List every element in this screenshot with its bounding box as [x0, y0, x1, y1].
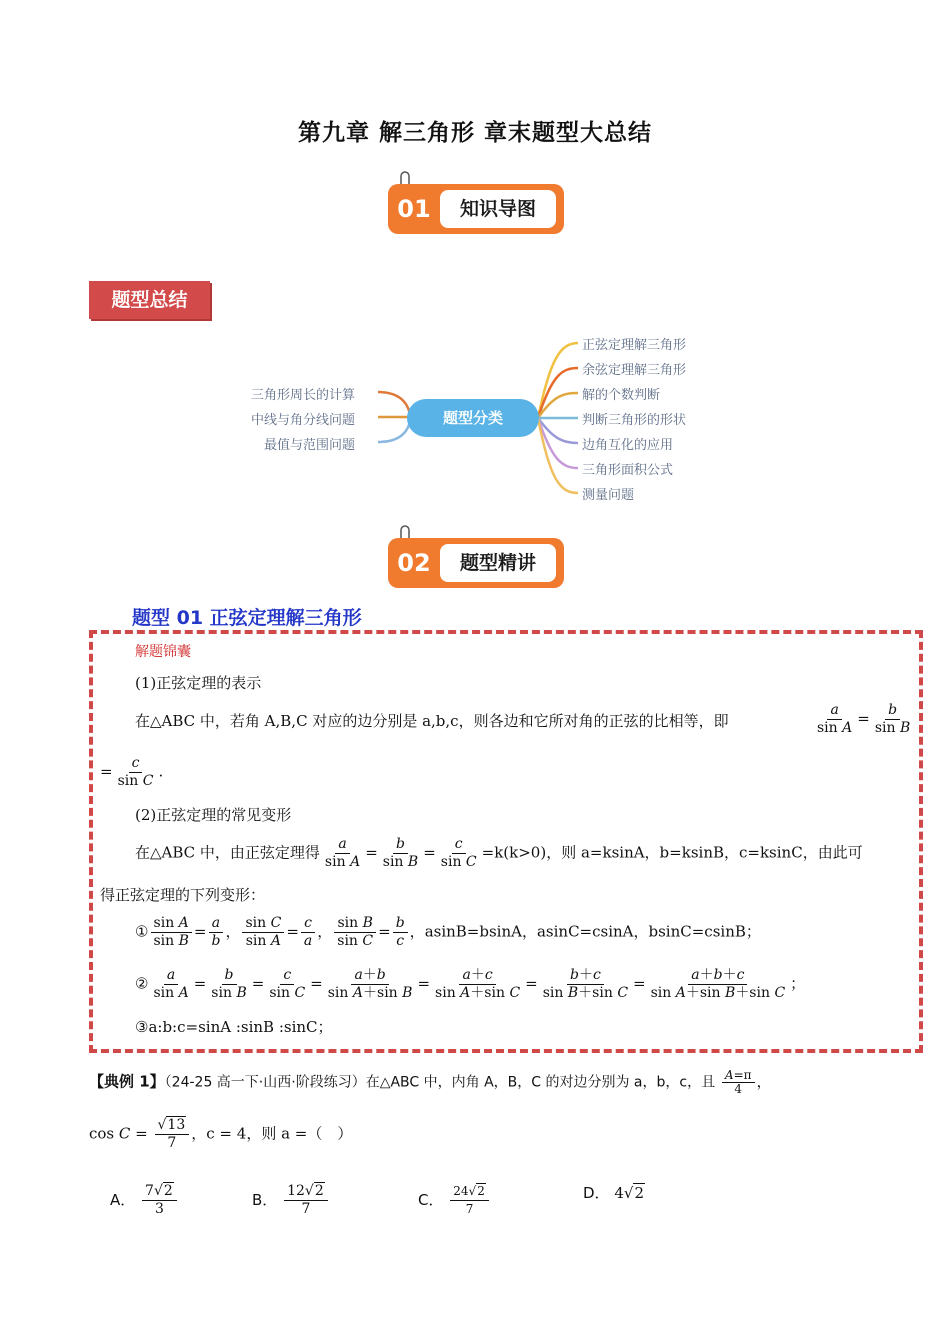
page-title: 第九章 解三角形 章末题型大总结 [297, 120, 652, 146]
mindmap-left-item: 中线与角分线问题 [251, 413, 356, 428]
badge-label: 知识导图 [440, 190, 556, 228]
variant-3: ③a:b:c=sinA :sinB :sinC； [135, 1018, 333, 1036]
summary-box: 题型总结 [89, 281, 210, 319]
option-c[interactable]: C． $\frac{24√2}{7}$ [418, 1183, 491, 1218]
variant-2: ② $\frac{a}{\text{sin A}}$ = $\frac{b}{\text{sin B}}$ = $\frac{c}{\text{sin C}}$ = $\frac{a+b}{\text{sin A＋sin B}}$ = $\frac{a+c}{\text{sin A＋sin C}}$ = $\frac{b+c}{\text{sin B＋sin C}}$ = $\frac{a+b+c}{\text{sin A＋sin B＋sin C}}$ ； [135, 967, 806, 1001]
tips-p4-b: =k(k>0)，则 a=ksinA，b=ksinB，c=ksinC，由此可 [481, 843, 863, 862]
tips-p3: (2)正弦定理的常见变形 [135, 806, 292, 824]
option-label: B． [252, 1191, 278, 1209]
tips-p4-a: 在△ABC 中，由正弦定理得 [135, 843, 320, 862]
example-line2: cos C = $\frac{√13}{7}$ ，c = 4，则 a =（ ） [89, 1117, 353, 1151]
example-source: （24-25 高一下·山西·阶段练习）在△ABC 中，内角 A，B，C 的对边分别为 a，b，c，且 [164, 1074, 716, 1091]
badge-number: 02 [397, 549, 431, 577]
formula-sine-law-1: $\frac{a}{\text{sin A}}$ = $\frac{b}{\text{sin B}}$ [817, 702, 911, 736]
variant-1-tail: asinB=bsinA，asinC=csinA，bsinC=csinB； [424, 922, 761, 941]
example-line2-text: c = 4，则 a =（ ） [206, 1124, 353, 1143]
tips-p1: (1)正弦定理的表示 [135, 674, 262, 692]
formula-sine-law-2: = $\frac{c}{\text{sin C}}$ . [100, 755, 164, 789]
option-label: A． [110, 1191, 136, 1209]
example-head: 【典例 1】 [89, 1072, 165, 1091]
tips-p2-text: 在△ABC 中，若角 A,B,C 对应的边分别是 a,b,c，则各边和它所对角的正弦的比相等，即 [135, 712, 729, 730]
tips-p5: 得正弦定理的下列变形： [100, 886, 266, 904]
example-line1: 【典例 1】（24-25 高一下·山西·阶段练习）在△ABC 中，内角 A，B，C 的对边分别为 a，b，c，且 $\frac{A=\pi}{4}$ ， [89, 1068, 772, 1096]
option-b[interactable]: B． $\frac{12√2}{7}$ [252, 1183, 330, 1218]
mindmap-right-item: 三角形面积公式 [582, 463, 674, 478]
mindmap-right-item: 解的个数判断 [582, 388, 661, 403]
mindmap-right-item: 测量问题 [582, 488, 635, 503]
section-badge-01 [388, 184, 564, 234]
tips-p2 [135, 711, 729, 731]
variant-1: ① $\frac{\text{sin A}}{\text{sin B}}$ = $\frac{a}{b}$ ， $\frac{\text{sin C}}{\text{sin A}}$ = $\frac{c}{a}$ ， $\frac{\text{sin B}}{\text{sin C}}$ = $\frac{b}{c}$ ，asinB=bsinA，asinC=csinA，bsinC=csinB； [135, 915, 761, 949]
option-d[interactable]: D． 4√2 [583, 1184, 644, 1202]
mindmap-center: 题型分类 [407, 399, 539, 437]
tips-p4: 在△ABC 中，由正弦定理得 $\frac{a}{\text{sin A}}$ = $\frac{b}{\text{sin B}}$ = $\frac{c}{\text{sin C}}$ =k(k>0)，则 a=ksinA，b=ksinB，c=ksinC，由此可 [135, 836, 863, 870]
type-heading: 题型 01 正弦定理解三角形 [132, 607, 362, 629]
mindmap-left-item: 三角形周长的计算 [251, 388, 356, 403]
mindmap-left-item: 最值与范围问题 [264, 438, 356, 453]
badge-label: 题型精讲 [440, 544, 556, 582]
mindmap-right-item: 正弦定理解三角形 [582, 338, 687, 353]
mindmap-right-item: 判断三角形的形状 [582, 413, 687, 428]
mindmap-right-item: 余弦定理解三角形 [582, 363, 687, 378]
option-label: D． [583, 1184, 610, 1202]
mindmap-right-item: 边角互化的应用 [582, 438, 674, 453]
tips-label: 解题锦囊 [135, 644, 191, 660]
section-badge-02 [388, 538, 564, 588]
option-a[interactable]: A． $\frac{7√2}{3}$ [110, 1183, 179, 1218]
option-label: C． [418, 1191, 444, 1209]
badge-number: 01 [397, 195, 431, 223]
